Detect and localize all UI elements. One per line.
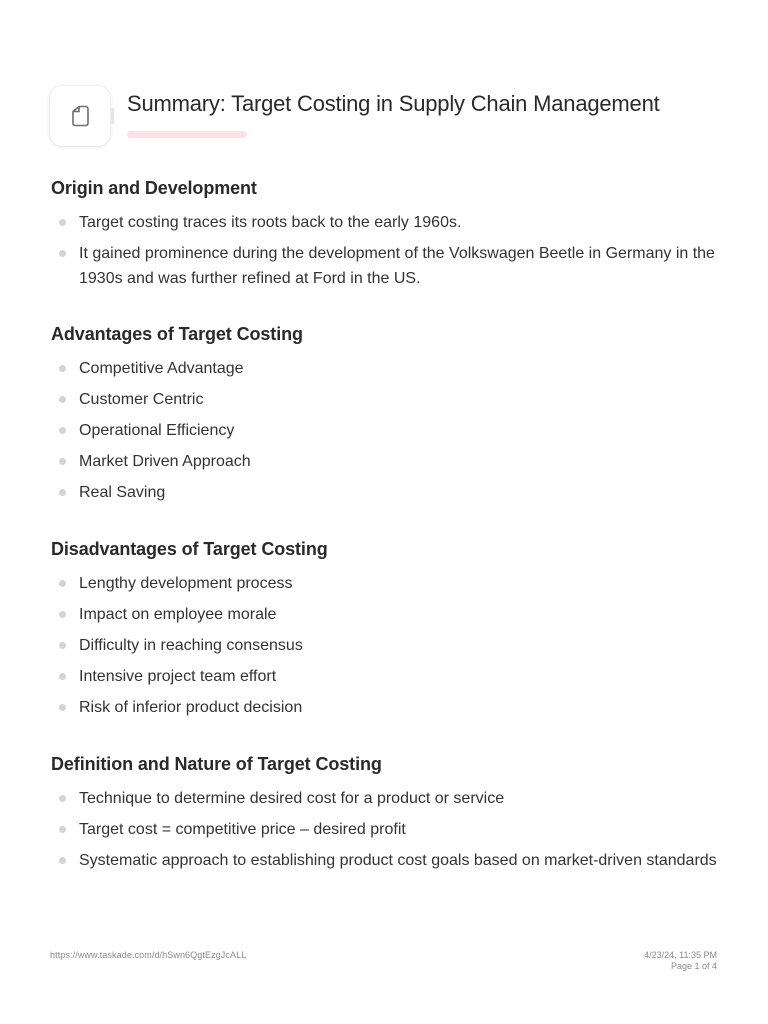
list-item [51,356,721,381]
list-item-text: Real Saving [79,484,166,501]
list-item-text: Systematic approach to establishing product cost goals based on market-driven standards [79,852,717,869]
footer-page-number: Page 1 of 4 [670,961,717,971]
section-disadvantages [51,537,721,726]
list-item-text: Impact on employee morale [79,606,277,623]
bullet-icon [59,489,66,496]
section-heading: Disadvantages of Target Costing [51,539,328,559]
list-item-text: Risk of inferior product decision [79,699,303,716]
section-heading: Origin and Development [51,178,257,198]
icon-divider [111,108,114,124]
section-advantages [51,322,721,511]
section-heading: Advantages of Target Costing [51,324,303,344]
list-item-text: Difficulty in reaching consensus [79,637,303,654]
list-item [51,480,721,505]
list-item [51,664,721,689]
bullet-icon [59,795,66,802]
document-icon [68,104,92,128]
footer-meta [644,950,717,972]
list-item-text: Customer Centric [79,391,204,408]
list-item-text: Technique to determine desired cost for a product or service [79,790,505,807]
bullet-icon [59,250,66,257]
list-item [51,241,721,291]
bullet-list [51,356,721,505]
list-item-text: Operational Efficiency [79,422,235,439]
bullet-icon [59,427,66,434]
list-item [51,571,721,596]
bullet-icon [59,580,66,587]
bullet-icon [59,219,66,226]
list-item [51,602,721,627]
section-definition-and-nature [51,752,721,879]
list-item-text: Competitive Advantage [79,360,244,377]
bullet-icon [59,365,66,372]
document-header [50,86,730,148]
list-item [51,695,721,720]
list-item-text: Lengthy development process [79,575,293,592]
list-item [51,786,721,811]
bullet-list [51,571,721,720]
bullet-icon [59,673,66,680]
bullet-icon [59,642,66,649]
section-origin-and-development [51,176,721,297]
title-accent-bar [127,131,247,138]
list-item [51,210,721,235]
document-icon-card [50,86,110,146]
list-item-text: It gained prominence during the development of the Volkswagen Beetle in Germany in the 1930s and was further refined at Ford in the US. [79,245,715,287]
bullet-icon [59,857,66,864]
footer-url: https://www.taskade.com/d/hSwn6QgtEzgJcALL [50,950,247,960]
list-item [51,817,721,842]
section-heading: Definition and Nature of Target Costing [51,754,382,774]
bullet-icon [59,458,66,465]
list-item-text: Target cost = competitive price – desired profit [79,821,406,838]
list-item [51,449,721,474]
page-title: Summary: Target Costing in Supply Chain Management [127,91,660,116]
list-item [51,848,721,873]
list-item [51,418,721,443]
bullet-icon [59,611,66,618]
list-item-text: Market Driven Approach [79,453,251,470]
list-item-text: Target costing traces its roots back to the early 1960s. [79,214,462,231]
list-item [51,633,721,658]
bullet-list [51,210,721,291]
bullet-icon [59,826,66,833]
footer-timestamp: 4/23/24, 11:35 PM [644,950,717,960]
bullet-list [51,786,721,873]
list-item-text: Intensive project team effort [79,668,277,685]
bullet-icon [59,704,66,711]
list-item [51,387,721,412]
bullet-icon [59,396,66,403]
